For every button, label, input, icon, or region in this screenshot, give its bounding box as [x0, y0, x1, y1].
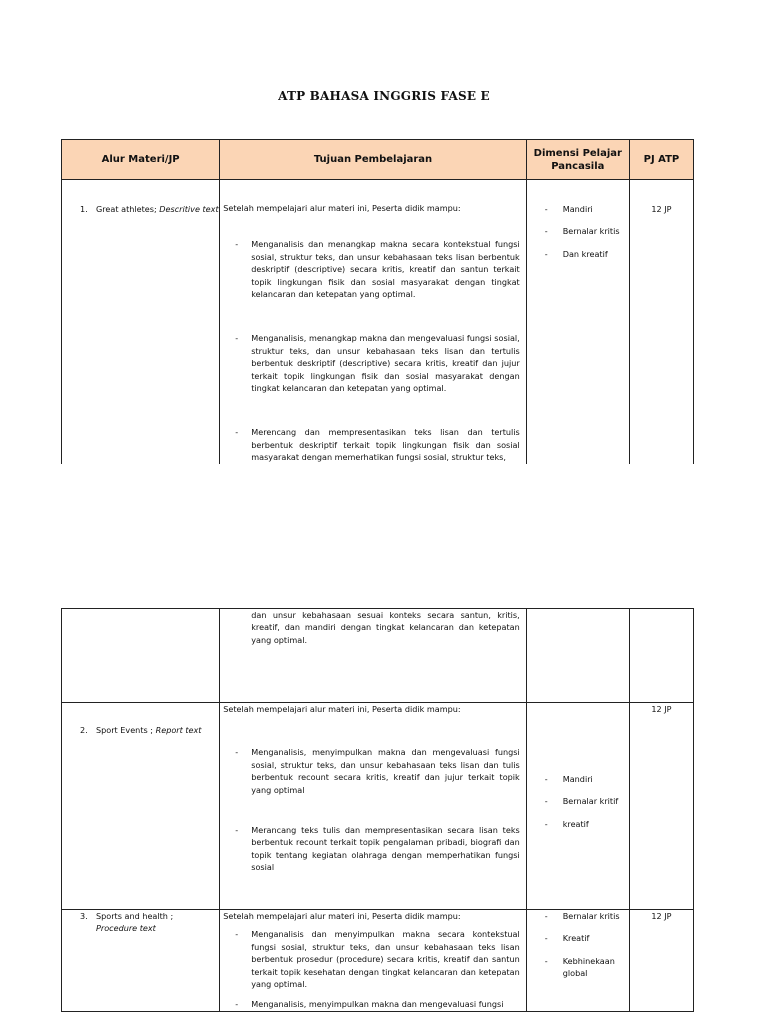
- table-row: [62, 703, 694, 910]
- alur-materi-cell: [62, 180, 220, 464]
- table-row: [62, 180, 694, 464]
- row-number: 3.: [80, 911, 88, 921]
- list-item: - Merancang teks tulis dan mempresentasikan secara lisan teks berbentuk recount terkait topik pengalaman pribadi, biografi dan topik tentang kegiatan olahraga dengan memperhatikan fungsi sosial: [235, 825, 520, 873]
- document-title: ATP BAHASA INGGRIS FASE E: [278, 89, 490, 103]
- row-topic: Great athletes;: [96, 204, 157, 214]
- atp-table-continued: [61, 608, 694, 1012]
- list-item: - Bernalar kritis: [544, 226, 620, 237]
- list-item: - Mandiri: [544, 204, 593, 214]
- table-row: [62, 910, 694, 1012]
- table-header-row: [62, 140, 694, 180]
- list-item: - kreatif: [544, 818, 589, 829]
- row-topic: Sports and health ;: [96, 911, 174, 921]
- row-text-type: Descritive text: [159, 204, 219, 214]
- dimension-label: Mandiri: [562, 774, 593, 784]
- list-item: - Menganalisis, menangkap makna dan mengevaluasi fungsi sosial, struktur teks, dan unsur kebahasaan teks lisan dan tertulis berbentuk deskriptif (descriptive) secara kritis, kreatif dan jujur terkait topik lingkungan fisik dan sosial masyarakat dengan tingkat kelancaran dan ketepatan yang optimal.: [235, 333, 520, 394]
- goal-text: Merencang dan mempresentasikan teks lisan dan tertulis berbentuk deskriptif terkait topik lingkungan fisik dan sosial masyarakat dengan memerhatikan fungsi sosial, struktur teks,: [251, 427, 520, 463]
- list-item: - Menganalisis dan menyimpulkan makna secara kontekstual fungsi sosial, struktur teks, dan unsur kebahasaan teks lisan berbentuk prosedur (procedure) secara kritis, kreatif dan santun terkait topik kesehatan dengan tingkat kelancaran dan ketepatan yang optimal.: [235, 929, 520, 990]
- alur-materi-cell: [62, 703, 220, 910]
- header-alur-materi: Alur Materi/JP: [62, 140, 220, 180]
- dimension-label: Bernalar kritis: [562, 911, 620, 921]
- list-item: - Mandiri: [544, 774, 593, 784]
- row-text-type: Procedure text: [96, 923, 156, 934]
- list-item: - Kreatif: [544, 933, 590, 944]
- alur-materi-cell: [62, 910, 220, 1012]
- pj-atp-cell: [629, 703, 693, 910]
- list-item: - Menganalisis, menyimpulkan makna dan mengevaluasi fungsi sosial, struktur teks, dan unsur kebahasaan teks lisan dan tulis berbentuk recount secara kritis, kreatif dan jujur terkait topik yang optimal: [235, 747, 520, 795]
- dimension-label: Kebhinekaan global: [562, 955, 615, 979]
- intro-text: Setelah mempelajari alur materi ini, Peserta didik mampu:: [223, 203, 461, 213]
- goal-text: Merancang teks tulis dan mempresentasikan secara lisan teks berbentuk recount terkait topik pengalaman pribadi, biografi dan topik tentang kegiatan olahraga dengan memperhatikan fungsi sosial: [251, 825, 520, 873]
- tujuan-cell: [220, 180, 526, 464]
- list-item: - Merencang dan mempresentasikan teks lisan dan tertulis berbentuk deskriptif terkait topik lingkungan fisik dan sosial masyarakat dengan memerhatikan fungsi sosial, struktur teks,: [235, 427, 520, 463]
- dimension-label: Bernalar kritif: [562, 796, 619, 807]
- intro-text: Setelah mempelajari alur materi ini, Peserta didik mampu:: [223, 704, 461, 714]
- header-tujuan-pembelajaran: Tujuan Pembelajaran: [220, 140, 526, 180]
- dimension-label: kreatif: [562, 818, 589, 829]
- list-item: - Dan kreatif: [544, 248, 608, 259]
- goal-text: Menganalisis, menangkap makna dan mengevaluasi fungsi sosial, struktur teks, dan unsur kebahasaan teks lisan dan tertulis berbentuk deskriptif (descriptive) secara kritis, kreatif dan jujur terkait topik lingkungan fisik dan sosial masyarakat dengan tingkat kelancaran dan ketepatan yang optimal.: [251, 333, 520, 394]
- goal-text: Menganalisis, menyimpulkan makna dan mengevaluasi fungsi: [251, 999, 504, 1010]
- atp-table: [61, 139, 694, 464]
- dimensi-cell: [526, 910, 629, 1012]
- jp-value: 12 JP: [651, 704, 672, 714]
- dimensi-cell: [526, 703, 629, 910]
- row-text-type: Report text: [155, 725, 202, 735]
- list-item: - Menganalisis dan menangkap makna secara kontekstual fungsi sosial, struktur teks, dan unsur kebahasaan teks lisan berbentuk deskriptif (descriptive) secara kritis, kreatif dan santun terkait topik lingkungan fisik dan sosial masyarakat dengan tingkat kelancaran dan ketepatan yang optimal.: [235, 239, 520, 300]
- pj-atp-cell: [629, 910, 693, 1012]
- row-topic: Sport Events ;: [96, 725, 154, 735]
- tujuan-cell: [220, 910, 526, 1012]
- dimension-label: Bernalar kritis: [562, 226, 620, 237]
- table-page-1: [61, 139, 694, 470]
- list-item: - Bernalar kritis: [544, 911, 620, 921]
- header-dimensi-pelajar: Dimensi Pelajar Pancasila: [526, 140, 629, 180]
- header-pj-atp: PJ ATP: [629, 140, 693, 180]
- tujuan-cell: [220, 609, 526, 703]
- list-item: - Kebhinekaan global: [545, 955, 629, 980]
- goal-continuation: dan unsur kebahasaan sesuai konteks secara santun, kritis, kreatif, dan mandiri dengan tingkat kelancaran dan ketepatan yang optimal.: [251, 610, 520, 645]
- intro-text: Setelah mempelajari alur materi ini, Peserta didik mampu:: [223, 911, 461, 921]
- row-number: 1.: [80, 204, 88, 214]
- goal-text: Menganalisis dan menangkap makna secara kontekstual fungsi sosial, struktur teks, dan unsur kebahasaan teks lisan berbentuk deskriptif (descriptive) secara kritis, kreatif dan santun terkait topik lingkungan fisik dan sosial masyarakat dengan tingkat kelancaran dan ketepatan yang optimal.: [251, 239, 520, 300]
- table-row: [62, 609, 694, 703]
- table-page-2: [61, 608, 694, 1020]
- dimension-label: Kreatif: [562, 933, 590, 944]
- pj-atp-cell: [629, 180, 693, 464]
- dimension-label: Dan kreatif: [562, 248, 608, 259]
- dimension-label: Mandiri: [562, 204, 593, 214]
- goal-text: Menganalisis dan menyimpulkan makna secara kontekstual fungsi sosial, struktur teks, dan unsur kebahasaan teks lisan berbentuk prosedur (procedure) secara kritis, kreatif dan santun terkait topik kesehatan dengan tingkat kelancaran dan ketepatan yang optimal.: [251, 929, 520, 990]
- list-item: - Menganalisis, menyimpulkan makna dan mengevaluasi fungsi: [220, 998, 525, 1010]
- jp-value: 12 JP: [651, 911, 672, 921]
- jp-value: 12 JP: [651, 204, 672, 214]
- list-item: - Bernalar kritif: [544, 796, 619, 807]
- row-number: 2.: [80, 725, 88, 735]
- goal-text: Menganalisis, menyimpulkan makna dan mengevaluasi fungsi sosial, struktur teks, dan unsur kebahasaan teks lisan dan tulis berbentuk recount secara kritis, kreatif dan jujur terkait topik yang optimal: [251, 747, 520, 795]
- tujuan-cell: [220, 703, 526, 910]
- dimensi-cell: [526, 180, 629, 464]
